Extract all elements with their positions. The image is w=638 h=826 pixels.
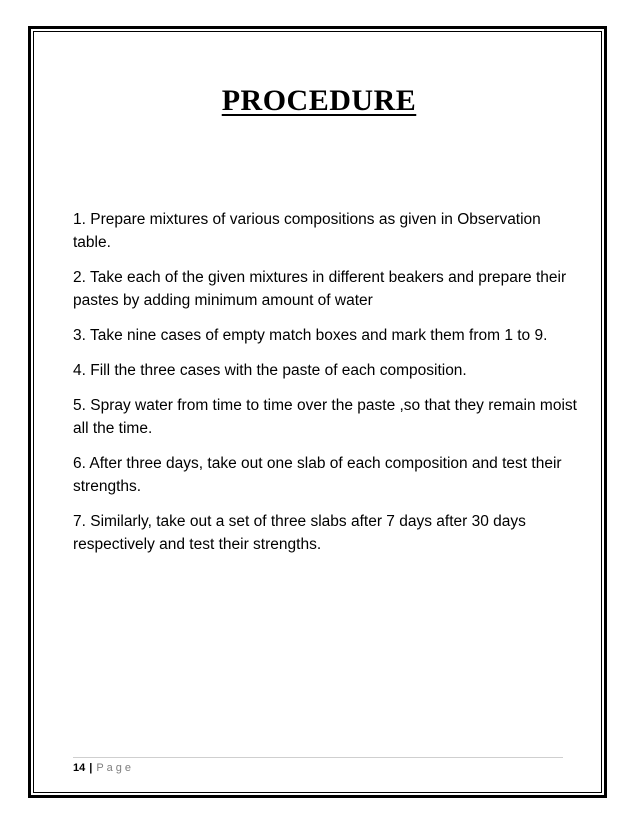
procedure-steps bbox=[73, 208, 578, 568]
page-footer bbox=[73, 762, 134, 774]
procedure-step-3: 3. Take nine cases of empty match boxes and mark them from 1 to 9. bbox=[73, 327, 548, 344]
procedure-step-6: 6. After three days, take out one slab of each composition and test their strengths. bbox=[73, 455, 562, 495]
title-text: PROCEDURE bbox=[221, 84, 417, 117]
footer-separator: | bbox=[89, 762, 93, 774]
procedure-step-2: 2. Take each of the given mixtures in different beakers and prepare their pastes by adding minimum amount of water bbox=[73, 269, 567, 309]
procedure-step-7: 7. Similarly, take out a set of three slabs after 7 days after 30 days respectively and test their strengths. bbox=[73, 513, 526, 553]
page-title bbox=[0, 84, 638, 118]
procedure-step-4: 4. Fill the three cases with the paste of each composition. bbox=[73, 362, 467, 379]
page-number: 14 bbox=[73, 762, 86, 774]
procedure-step-5: 5. Spray water from time to time over the paste ,so that they remain moist all the time. bbox=[73, 397, 577, 437]
page-word: Page bbox=[96, 762, 135, 774]
procedure-step-1: 1. Prepare mixtures of various compositions as given in Observation table. bbox=[73, 211, 541, 251]
footer-divider bbox=[73, 757, 563, 758]
